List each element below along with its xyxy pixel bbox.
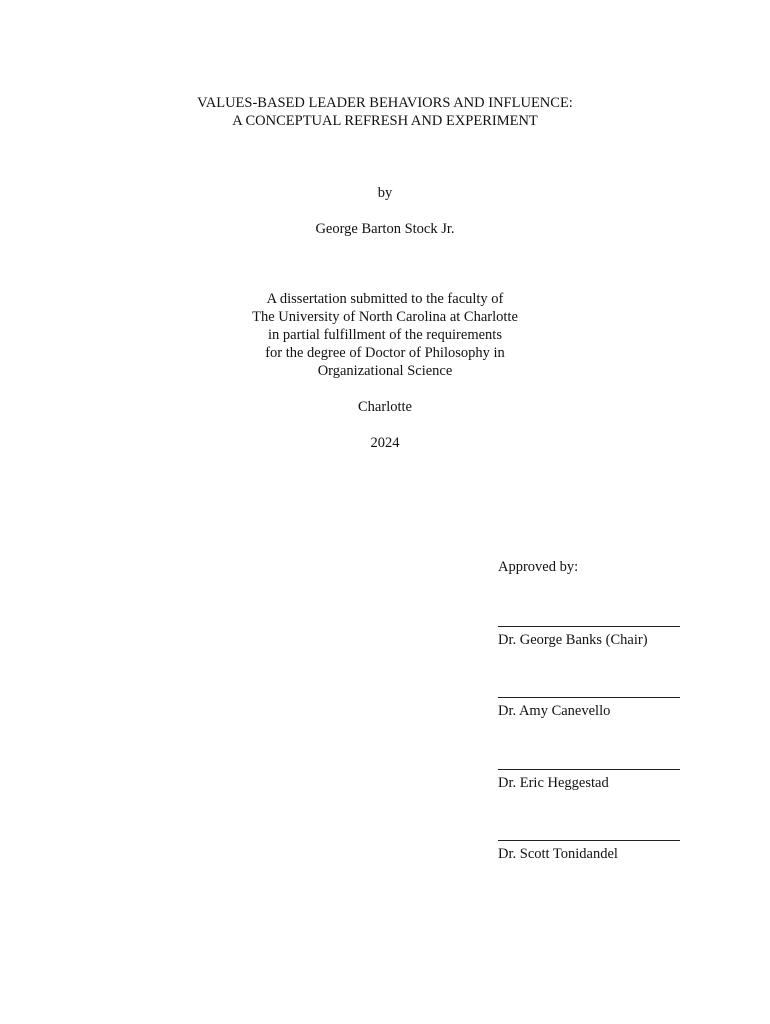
approved-by-label: Approved by: xyxy=(498,559,579,575)
statement-line-1: A dissertation submitted to the faculty of xyxy=(266,291,504,307)
signatory-name: Dr. Eric Heggestad xyxy=(498,775,609,791)
statement-line-2: The University of North Carolina at Charlotte xyxy=(252,309,518,325)
statement-line-4: for the degree of Doctor of Philosophy in xyxy=(265,345,505,361)
signature-block-3 xyxy=(498,769,680,792)
year xyxy=(0,434,770,452)
title-line-1: VALUES-BASED LEADER BEHAVIORS AND INFLUENCE: xyxy=(197,95,573,111)
statement-line-5: Organizational Science xyxy=(317,363,453,379)
signature-line xyxy=(498,697,680,698)
signature-line xyxy=(498,626,680,627)
city-text: Charlotte xyxy=(358,399,412,415)
signature-block-chair xyxy=(498,626,680,649)
statement-line-3: in partial fulfillment of the requirements xyxy=(268,327,502,343)
signature-block-2 xyxy=(498,697,680,720)
city xyxy=(0,398,770,416)
signature-line xyxy=(498,840,680,841)
year-text: 2024 xyxy=(370,435,400,451)
by-label xyxy=(0,184,770,202)
title-line-2: A CONCEPTUAL REFRESH AND EXPERIMENT xyxy=(232,113,538,129)
signatory-name: Dr. Amy Canevello xyxy=(498,703,611,719)
signature-line xyxy=(498,769,680,770)
signature-block-4 xyxy=(498,840,680,863)
by-text: by xyxy=(377,185,393,201)
signatory-name: Dr. Scott Tonidandel xyxy=(498,846,618,862)
dissertation-title xyxy=(0,94,770,130)
author-name xyxy=(0,220,770,238)
submission-statement xyxy=(0,290,770,380)
author-text: George Barton Stock Jr. xyxy=(315,221,455,237)
signatory-name: Dr. George Banks (Chair) xyxy=(498,632,648,648)
